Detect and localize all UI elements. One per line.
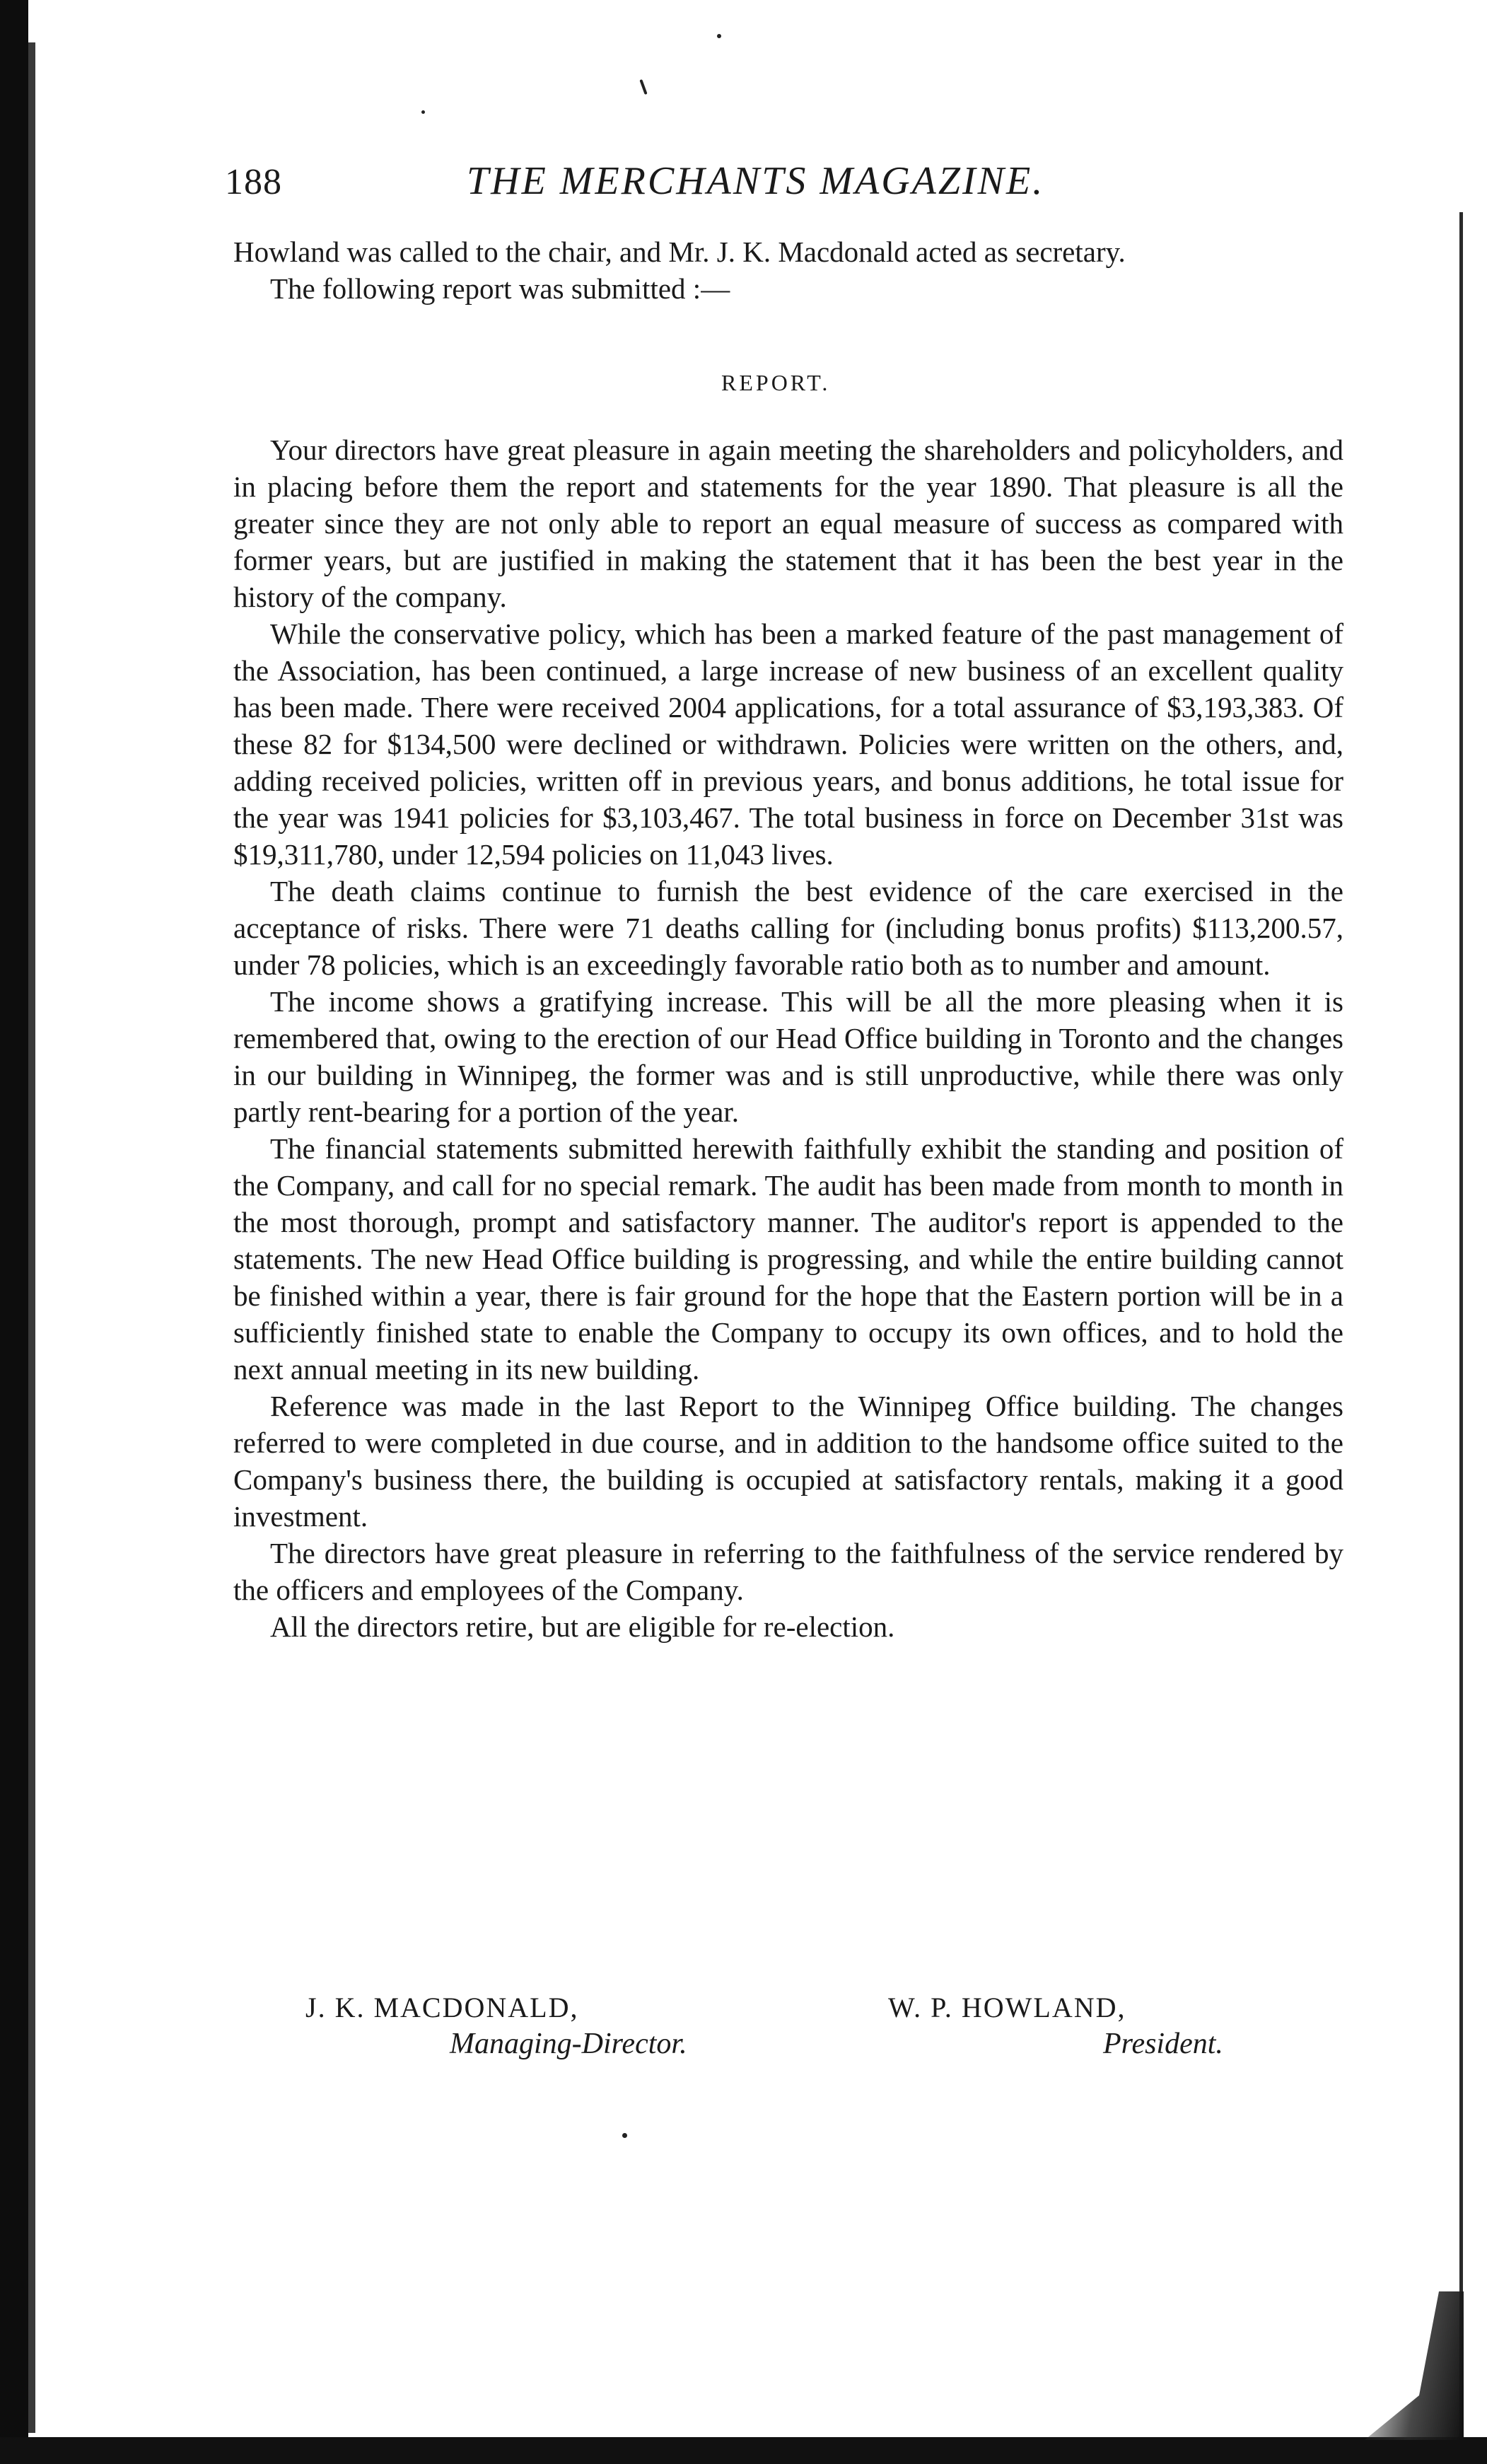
page-corner-shadow — [1365, 2291, 1464, 2440]
scan-speck — [717, 34, 721, 38]
report-paragraph: The income shows a gratifying increase. This will be all the more pleasing when it is remembered that, owing to the erection of our Head Office building in Toronto and the changes in our building in Winnipeg, the former was and is still unproductive, while there was only partly rent-bearing for a portion of the year. — [233, 985, 1343, 1128]
report-paragraph: The directors have great pleasure in referring to the faithfulness of the service rendered by the officers and employees of the Company. — [233, 1537, 1343, 1606]
signature-right-title: President. — [1103, 2028, 1223, 2060]
intro-block — [233, 233, 1343, 307]
report-paragraph: Reference was made in the last Report to the Winnipeg Office building. The changes referred to were completed in due course, and in addition to the handsome office suited to the Company's business there, the building is occupied at satisfactory rentals, making it a good investment. — [233, 1390, 1343, 1533]
report-heading: REPORT. — [721, 370, 831, 395]
scan-edge-bottom — [0, 2437, 1487, 2464]
report-paragraph: All the directors retire, but are eligible for re-election. — [270, 1610, 895, 1643]
scan-speck — [639, 79, 647, 95]
intro-paragraph: The following report was submitted :— — [270, 272, 730, 305]
report-paragraph: The death claims continue to furnish the best evidence of the care exercised in the acceptance of risks. There were 71 deaths calling for (including bonus profits) $113,200.57, under 78 policies, which is an exceedingly favorable ratio both as to number and amount. — [233, 875, 1343, 981]
signature-left-title: Managing-Director. — [450, 2028, 687, 2060]
signature-left-name: J. K. MACDONALD, — [305, 1992, 579, 2023]
scan-edge-left — [0, 0, 28, 2464]
scan-speck — [622, 2133, 627, 2138]
signature-right-name: W. P. HOWLAND, — [888, 1992, 1126, 2023]
page-number: 188 — [225, 162, 282, 202]
report-paragraph: The financial statements submitted herewith faithfully exhibit the standing and position of the Company, and call for no special remark. The audit has been made from month to month in the most thorough, prompt and satisfactory manner. The auditor's report is appended to the statements. The new Head Office building is progressing, and while the entire building cannot be finished within a year, there is fair ground for the hope that the Eastern portion will be in a sufficiently finished state to enable the Company to occupy its own offices, and to hold the next annual meeting in its new building. — [233, 1132, 1343, 1385]
intro-paragraph: Howland was called to the chair, and Mr. J. K. Macdonald acted as secretary. — [233, 236, 1126, 268]
page-edge-right — [1459, 212, 1463, 2440]
report-paragraph: While the conservative policy, which has been a marked feature of the past management of the Association, has been continued, a large increase of new business of an excellent quality has been made. There were received 2004 applications, for a total assurance of $3,193,383. Of these 82 for $134,500 were declined or withdrawn. Policies were written on the others, and, adding received policies, written off in previous years, and bonus additions, he total issue for the year was 1941 policies for $3,103,467. The total business in force on December 31st was $19,311,780, under 12,594 policies on 11,043 lives. — [233, 617, 1343, 871]
scan-speck — [421, 110, 425, 114]
running-title: THE MERCHANTS MAGAZINE. — [467, 159, 1045, 203]
scan-edge-left-shadow — [28, 42, 35, 2433]
report-body — [233, 431, 1343, 1645]
report-paragraph: Your directors have great pleasure in again meeting the shareholders and policyholders, and in placing before them the report and statements for the year 1890. That pleasure is all the greater since they are not only able to report an equal measure of success as compared with former years, but are justified in making the statement that it has been the best year in the history of the company. — [233, 434, 1343, 613]
